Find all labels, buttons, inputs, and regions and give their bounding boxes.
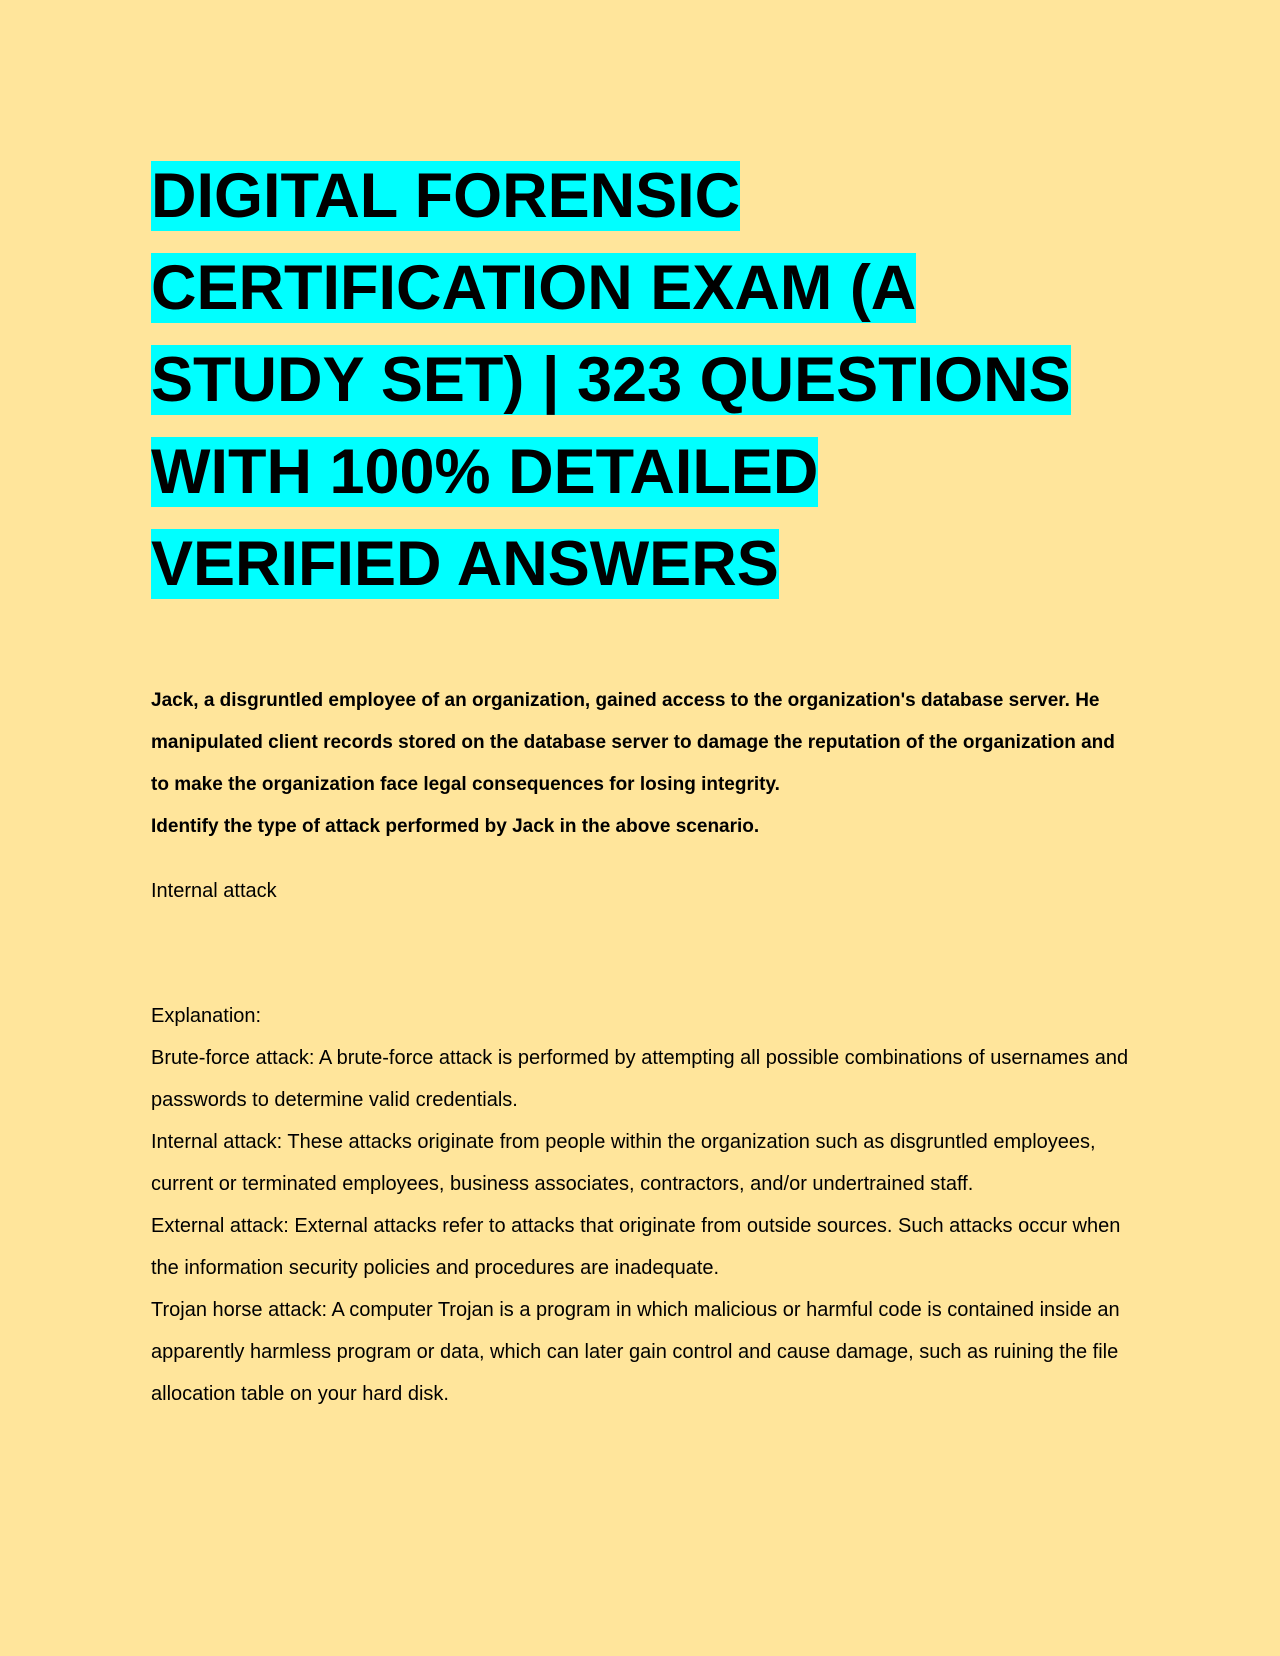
explanation-item: Brute-force attack: A brute-force attack is performed by attempting all possible combinations of usernames and passwords to determine valid credentials. [151,1047,1129,1111]
explanation-item: External attack: External attacks refer to attacks that originate from outside sources. Such attacks occur when the information security policies and procedures are inadequate. [151,1215,1121,1279]
question-scenario: Jack, a disgruntled employee of an organization, gained access to the organization's database server. He manipulated client records stored on the database server to damage the reputation of the organization and to make the organization face legal consequences for losing integrity. [151,690,1115,795]
document-page [151,150,1131,1405]
question-block [151,680,1131,848]
answer-text: Internal attack [151,880,277,902]
explanation-item: Trojan horse attack: A computer Trojan is a program in which malicious or harmful code is contained inside an apparently harmless program or data, which can later gain control and cause damage, such as ruining the file allocation table on your hard disk. [151,1299,1120,1405]
title-highlight: DIGITAL FORENSIC CERTIFICATION EXAM (A STUDY SET) | 323 QUESTIONS WITH 100% DETAILED VERIFIED ANSWERS [151,161,1071,599]
explanation-block [151,995,1131,1415]
explanation-item: Internal attack: These attacks originate from people within the organization such as disgruntled employees, current or terminated employees, business associates, contractors, and/or undertrained staff. [151,1131,1096,1195]
explanation-heading: Explanation: [151,1005,262,1027]
document-title [151,150,1091,610]
question-prompt: Identify the type of attack performed by Jack in the above scenario. [151,816,760,837]
